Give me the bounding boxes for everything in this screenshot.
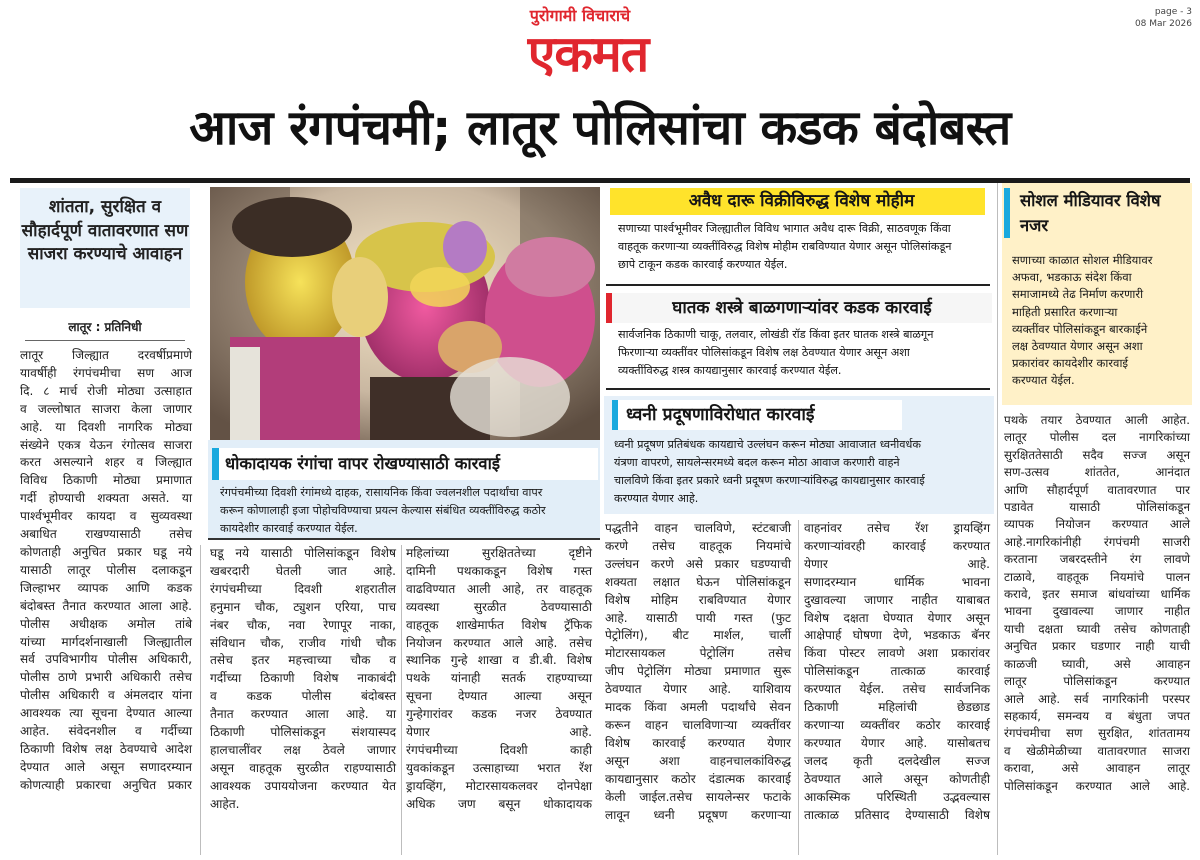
article-column-2: घडू नये यासाठी पोलिसांकडून विशेष खबरदारी घेतली जात आहे. रंगपंचमीच्या दिवशी शहरातील हनुमान चौक, ट्युशन एरिया, पाच नंबर चौक, नवा रेणापूर नाका, संविधान चौक, राजीव गांधी चौक तसेच इतर महत्त्वाच्या चौक व गर्दीच्या ठिकाणी विशेष नाकाबंदी व कडक पोलीस बंदोबस्त तैनात करण्यात आला आहे. या ठिकाणी पोलिसांकडून संशयास्पद हालचालींवर लक्ष ठेवले जाणार असून वाहतूक सुरळीत राहण्यासाठी आवश्यक उपाययोजना करण्यात येत आहेत.: [210, 546, 396, 811]
photo-illustration: [210, 187, 600, 440]
alcohol-campaign-body: सणाच्या पार्श्वभूमीवर जिल्ह्यातील विविध भागात अवैध दारू विक्री, साठवणूक किंवा वाहतूक करणाऱ्या व्यक्तींविरुद्ध विशेष मोहीम राबविण्यात येणार असून पोलिसांकडून छापे टाकून कडक कारवाई करण्यात येईल.: [618, 222, 952, 271]
weapons-box-body: सार्वजनिक ठिकाणी चाकू, तलवार, लोखंडी रॉड किंवा इतर घातक शस्त्रे बाळगून फिरणाऱ्या व्यक्तींवर पोलिसांकडून विशेष लक्ष ठेवण्यात येणार असून अशा व्यक्तींविरुद्ध शस्त्र कायद्यानुसार कारवाई करण्यात येईल.: [618, 328, 934, 377]
article-column-1: लातूर जिल्ह्यात दरवर्षीप्रमाणे यावर्षीही रंगपंचमीचा सण आज दि. ८ मार्च रोजी मोठ्या उत्साहात व जल्लोषात साजरा केला जाणार आहे. या दिवशी नागरिक मोठ्या संख्येने एकत्र येऊन रंगोत्सव साजरा करत असल्याने शहर व जिल्ह्यात विविध ठिकाणी मोठ्या प्रमाणात गर्दी होण्याची शक्यता असते. या पार्श्वभूमीवर कायदा व सुव्यवस्था अबाधित राखण्यासाठी तसेच कोणताही अनुचित प्रकार घडू नये यासाठी लातूर पोलीस दलाकडून जिल्हाभर व्यापक आणि कडक बंदोबस्त तैनात करण्यात आला आहे. पोलीस अधीक्षक अमोल तांबे यांच्या मार्गदर्शनाखाली जिल्ह्यातील सर्व उपविभागीय पोलीस अधिकारी, पोलीस ठाणे प्रभारी अधिकारी तसेच पोलीस अधिकारी व अंमलदार यांना आवश्यक त्या सूचना देण्यात आल्या आहेत. संवेदनशील व गर्दीच्या ठिकाणी विशेष लक्ष ठेवण्याचे आदेश देण्यात आले असून सणादरम्यान कोणत्याही प्रकारचा अनुचित प्रकार: [20, 348, 192, 792]
weapons-box-title: घातक शस्त्रे बाळगणाऱ्यांवर कडक कारवाई: [606, 293, 992, 323]
article-column-3: महिलांच्या सुरक्षिततेच्या दृष्टीने दामिनी पथकाकडून विशेष गस्त वाढविण्यात आली आहे, तर वाहतूक व्यवस्था सुरळीत ठेवण्यासाठी वाहतूक शाखेमार्फत विशेष ट्रॅफिक नियोजन करण्यात आले आहे. तसेच स्थानिक गुन्हे शाखा व डी.बी. विशेष पथके यांनाही सतर्क राहण्याच्या सूचना देण्यात आल्या असून गुन्हेगारांवर कडक नजर ठेवण्यात येणार आहे. रंगपंचमीच्या दिवशी काही युवकांकडून उत्साहाच्या भरात रॅश ड्रायव्हिंग, मोटारसायकलवर दोनपेक्षा अधिक जण बसून धोकादायक: [406, 546, 592, 811]
page-number: page - 3: [1154, 7, 1192, 17]
column-divider: [798, 520, 799, 855]
alcohol-campaign-title: अवैध दारू विक्रीविरुद्ध विशेष मोहीम: [610, 188, 985, 215]
weapons-box-divider: [606, 388, 990, 390]
social-media-title: सोशल मीडियावर विशेष नजर: [1004, 188, 1190, 238]
page-info: [1100, 6, 1192, 30]
photo-caption-title: धोकादायक रंगांचा वापर रोखण्यासाठी कारवाई: [212, 448, 598, 480]
issue-date: 08 Mar 2026: [1134, 19, 1192, 29]
noise-pollution-body: ध्वनी प्रदूषण प्रतिबंधक कायद्याचे उल्लंघन करून मोठ्या आवाजात ध्वनीवर्धक यंत्रणा वापरणे, सायलेन्सरमध्ये बदल करून मोठा आवाज करणारी वाहने चालविणे किंवा इतर प्रकारे ध्वनी प्रदूषण करणाऱ्यांविरुद्ध कायद्यानुसार कारवाई करण्यात येणार आहे.: [614, 438, 925, 505]
article-column-4: पद्धतीने वाहन चालविणे, स्टंटबाजी करणे तसेच वाहतूक नियमांचे उल्लंघन करणे असे प्रकार घडण्याची शक्यता लक्षात घेऊन पोलिसांकडून विशेष मोहिम राबविण्यात येणार आहे. यासाठी पायी गस्त (फुट पेट्रोलिंग), बीट मार्शल, चार्ली मोटारसायकल पेट्रोलिंग तसेच जीप पेट्रोलिंग मोठ्या प्रमाणात सुरू ठेवण्यात येणार आहे. याशिवाय मादक किंवा अमली पदार्थांचे सेवन करून वाहन चालविणाऱ्या व्यक्तींवर विशेष कारवाई करण्यात येणार असून अशा वाहनचालकांविरुद्ध कायद्यानुसार कठोर दंडात्मक कारवाई केली जाईल.तसेच सायलेन्सर फटाके लावून ध्वनी प्रदूषण करणाऱ्या: [605, 521, 791, 822]
photo-caption-body: रंगपंचमीच्या दिवशी रंगांमध्ये दाहक, रासायनिक किंवा ज्वलनशील पदार्थांचा वापर करून कोणालाही इजा पोहोचविण्याचा प्रयत्न केल्यास संबंधित व्यक्तींविरुद्ध कठोर कायदेशीर कारवाई करण्यात येईल.: [220, 486, 546, 535]
article-column-5: वाहनांवर तसेच रॅश ड्रायव्हिंग करणाऱ्यांवरही कारवाई करण्यात येणार आहे. सणादरम्यान धार्मिक भावना दुखावल्या जाणार नाहीत याबाबत विशेष दक्षता घेण्यात येणार असून आक्षेपार्ह घोषणा देणे, भडकाऊ बॅनर किंवा पोस्टर लावणे अशा प्रकारांवर पोलिसांकडून तात्काळ कारवाई करण्यात येईल. तसेच सार्वजनिक ठिकाणी महिलांची छेडछाड करणाऱ्या व्यक्तींवर कठोर कारवाई करण्यात येणार आहे. यासोबतच जलद कृती दलदेखील सज्ज ठेवण्यात आले असून कोणतीही आकस्मिक परिस्थिती उद्भवल्यास तात्काळ प्रतिसाद देण्यासाठी विशेष: [804, 521, 990, 822]
newspaper-logo: एकमत: [527, 25, 649, 83]
column-divider: [200, 545, 201, 855]
social-media-body: सणाच्या काळात सोशल मीडियावर अफवा, भडकाऊ संदेश किंवा समाजामध्ये तेढ निर्माण करणारी माहिती प्रसारित करणाऱ्या व्यक्तींवर पोलिसांकडून बारकाईने लक्ष ठेवण्यात येणार असून अशा प्रकारांवर कायदेशीर कारवाई करण्यात येईल.: [1012, 253, 1153, 388]
column-divider: [997, 183, 998, 855]
column-divider: [401, 545, 402, 855]
noise-pollution-title: ध्वनी प्रदूषणाविरोधात कारवाई: [612, 400, 902, 430]
main-headline: आज रंगपंचमी; लातूर पोलिसांचा कडक बंदोबस्त: [189, 100, 1011, 156]
byline-divider: [25, 340, 185, 341]
subheadline: शांतता, सुरक्षित व सौहार्दपूर्ण वातावरणात सण साजरा करण्याचे आवाहन: [21, 197, 189, 264]
holi-celebration-photo: [210, 187, 600, 440]
article-column-6: पथके तयार ठेवण्यात आली आहेत. लातूर पोलीस दल नागरिकांच्या सुरक्षिततेसाठी सदैव सज्ज असून सण-उत्सव शांततेत, आनंदात आणि सौहार्दपूर्ण वातावरणात पार पडावेत यासाठी पोलिसांकडून व्यापक नियोजन करण्यात आले आहे.नागरिकांनीही रंगपंचमी साजरी करताना जबरदस्तीने रंग लावणे टाळावे, वाहतूक नियमांचे पालन करावे, इतर समाज बांधवांच्या धार्मिक भावना दुखावल्या जाणार नाहीत याची दक्षता घ्यावी तसेच कोणताही अनुचित प्रकार घडणार नाही याची काळजी घ्यावी, असे आवाहन लातूर पोलिसांकडून करण्यात आले आहे. सर्व नागरिकांनी परस्पर सहकार्य, समन्वय व बंधुता जपत रंगपंचमीचा सण सुरक्षित, शांततामय व खेळीमेळीच्या वातावरणात साजरा करावा, असे आवाहन लातूर पोलिसांकडून करण्यात आले आहे.: [1004, 413, 1190, 793]
masthead-tagline: पुरोगामी विचाराचे: [529, 6, 631, 25]
byline: लातूर : प्रतिनिधी: [68, 320, 142, 334]
alcohol-box-divider: [606, 284, 990, 286]
